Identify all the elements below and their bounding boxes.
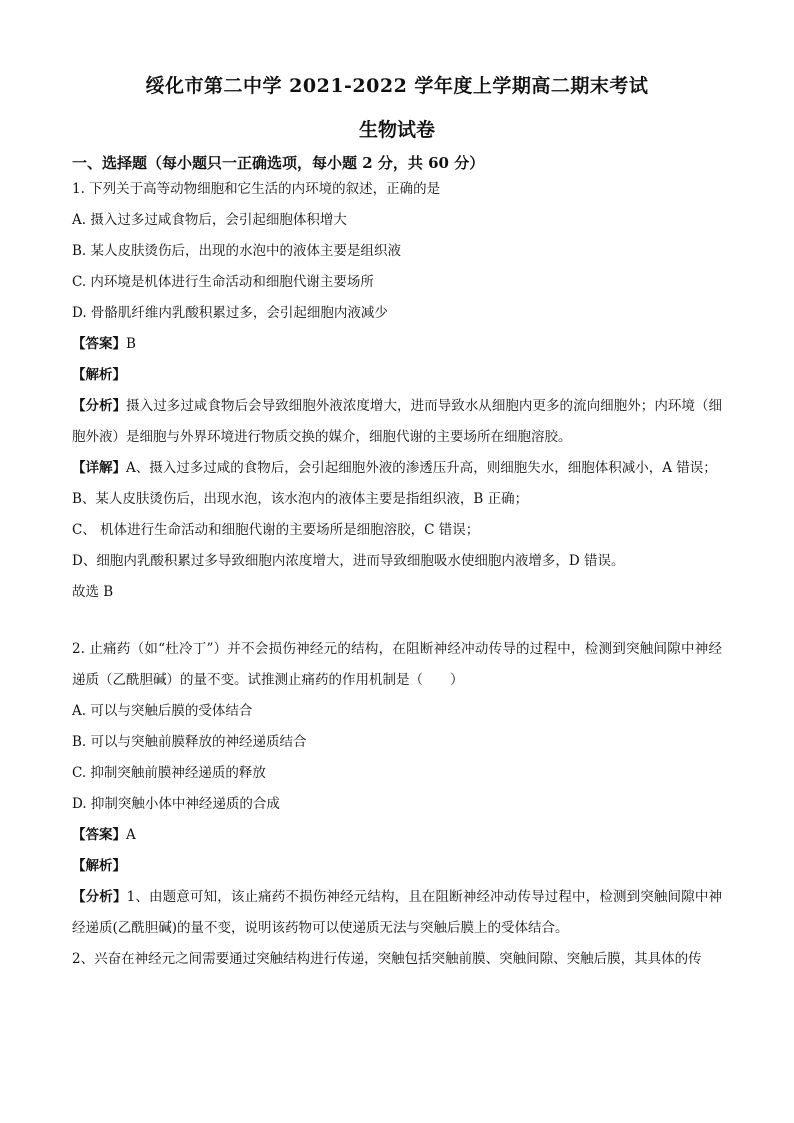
analysis-label: 【解析】 — [72, 367, 126, 383]
xiangjie-tag: 【详解】 — [72, 460, 126, 476]
detail-line: D、细胞内乳酸积累过多导致细胞内浓度增大，进而导致细胞吸水使细胞内液增多，D 错误。 — [72, 553, 625, 569]
option-a: A. 可以与突触后膜的受体结合 — [72, 703, 253, 719]
detail-line: B、某人皮肤烫伤后，出现水泡，该水泡内的液体主要是指组织液，B 正确； — [72, 491, 529, 507]
option-c: C. 抑制突触前膜神经递质的释放 — [72, 765, 266, 781]
option-b: B. 某人皮肤烫伤后，出现的水泡中的液体主要是组织液 — [72, 243, 402, 259]
option-d: D. 骨骼肌纤维内乳酸积累过多，会引起细胞内液减少 — [72, 305, 388, 321]
continuation-line: 2、兴奋在神经元之间需要通过突触结构进行传递，突触包括突触前膜、突触间隙、突触后膜，其具体的传 — [72, 951, 702, 967]
option-d: D. 抑制突触小体中神经递质的合成 — [72, 796, 280, 812]
answer-value: A — [126, 827, 136, 843]
question-stem: 1. 下列关于高等动物细胞和它生活的内环境的叙述，正确的是 — [72, 181, 441, 197]
detail-paragraph — [72, 453, 722, 484]
option-c: C. 内环境是机体进行生命活动和细胞代谢主要场所 — [72, 274, 374, 290]
section-heading: 一、选择题（每小题只一正确选项，每小题 2 分，共 60 分） — [72, 154, 485, 172]
fenxi-tag: 【分析】 — [72, 398, 127, 414]
xiangjie-text: A、摄入过多过咸的食物后，会引起细胞外液的渗透压升高，则细胞失水，细胞体积减小，A 错误； — [126, 460, 717, 476]
answer-tag: 【答案】 — [72, 336, 126, 352]
fenxi-tag: 【分析】 — [72, 889, 127, 905]
answer-line — [72, 329, 722, 360]
exam-subtitle: 生物试卷 — [358, 119, 435, 141]
question-1 — [72, 174, 722, 608]
detail-line: C、 机体进行生命活动和细胞代谢的主要场所是细胞溶胶，C 错误； — [72, 522, 480, 538]
answer-line — [72, 820, 722, 851]
fenxi-paragraph — [72, 391, 722, 453]
exam-title: 绥化市第二中学 2021-2022 学年度上学期高二期末考试 — [145, 75, 649, 97]
answer-value: B — [126, 336, 136, 352]
option-a: A. 摄入过多过咸食物后，会引起细胞体积增大 — [72, 212, 347, 228]
fenxi-text: 1、由题意可知，该止痛药不损伤神经元结构，且在阻断神经冲动传导过程中，检测到突触间隙中神经递质(乙酰胆碱)的量不变，说明该药物可以使递质无法与突触后膜上的受体结合。 — [72, 889, 723, 936]
detail-line: 故选 B — [72, 584, 114, 600]
analysis-label: 【解析】 — [72, 858, 126, 874]
question-stem: 2. 止痛药（如“杜冷丁”）并不会损伤神经元的结构，在阻断神经冲动传导的过程中，检测到突触间隙中神经递质（乙酰胆碱）的量不变。试推测止痛药的作用机制是（ ） — [72, 641, 722, 688]
fenxi-text: 摄入过多过咸食物后会导致细胞外液浓度增大，进而导致水从细胞内更多的流向细胞外；内环境（细胞外液）是细胞与外界环境进行物质交换的媒介，细胞代谢的主要场所在细胞溶胶。 — [72, 398, 723, 445]
answer-tag: 【答案】 — [72, 827, 126, 843]
fenxi-paragraph — [72, 882, 722, 944]
spacer — [72, 608, 722, 634]
question-2 — [72, 634, 722, 975]
option-b: B. 可以与突触前膜释放的神经递质结合 — [72, 734, 307, 750]
